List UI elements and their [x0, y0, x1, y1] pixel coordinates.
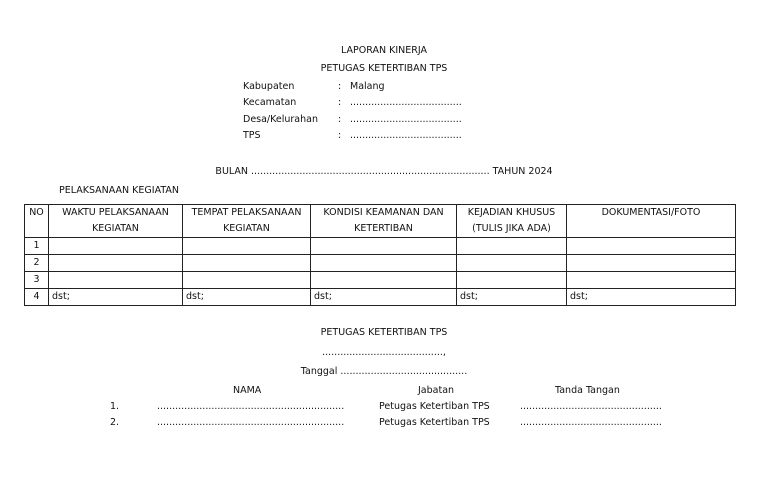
column-header-no: NO: [25, 205, 49, 238]
info-value: .....................................: [350, 130, 462, 141]
info-colon: :: [338, 81, 342, 92]
table-cell: [183, 255, 311, 272]
column-header-dokumentasi: DOKUMENTASI/FOTO: [567, 205, 736, 238]
column-header-tempat: TEMPAT PELAKSANAAN KEGIATAN: [183, 205, 311, 238]
period-line: BULAN ............................................................................... TAHUN 2024: [215, 166, 553, 177]
signature-header-name: NAMA: [233, 385, 262, 396]
table-cell: [311, 238, 457, 255]
column-header-kondisi: KONDISI KEAMANAN DAN KETERTIBAN: [311, 205, 457, 238]
table-cell: [183, 272, 311, 289]
table-cell: dst;: [457, 289, 567, 306]
report-title: LAPORAN KINERJA: [341, 45, 427, 56]
signature-date: Tanggal ..........................................: [300, 366, 468, 377]
signatory-sign: ...............................................: [520, 401, 662, 412]
table-cell: dst;: [567, 289, 736, 306]
info-label: Kecamatan: [243, 97, 297, 108]
signature-place: ........................................,: [322, 347, 446, 358]
table-cell: [311, 255, 457, 272]
activity-table: [24, 204, 736, 306]
report-subtitle: PETUGAS KETERTIBAN TPS: [320, 63, 448, 74]
table-cell: 2: [25, 255, 49, 272]
table-cell: 4: [25, 289, 49, 306]
table-header-row: [25, 205, 736, 238]
info-value: .....................................: [350, 97, 462, 108]
table-cell: dst;: [311, 289, 457, 306]
signatory-number: 2.: [110, 417, 120, 428]
info-label: Kabupaten: [243, 81, 295, 92]
info-value: .....................................: [350, 114, 462, 125]
signatory-position: Petugas Ketertiban TPS: [379, 401, 490, 412]
column-header-kejadian: KEJADIAN KHUSUS (TULIS JIKA ADA): [457, 205, 567, 238]
signature-title: PETUGAS KETERTIBAN TPS: [320, 327, 448, 338]
table-cell: [49, 238, 183, 255]
table-cell: [457, 272, 567, 289]
table-row: [25, 272, 736, 289]
table-cell: [457, 255, 567, 272]
table-cell: [49, 255, 183, 272]
signatory-number: 1.: [110, 401, 120, 412]
info-colon: :: [338, 97, 342, 108]
signature-header-sign: Tanda Tangan: [555, 385, 620, 396]
signatory-sign: ...............................................: [520, 417, 662, 428]
signatory-position: Petugas Ketertiban TPS: [379, 417, 490, 428]
info-label: Desa/Kelurahan: [243, 114, 318, 125]
info-label: TPS: [243, 130, 261, 141]
section-title: PELAKSANAAN KEGIATAN: [59, 185, 179, 196]
column-header-waktu: WAKTU PELAKSANAAN KEGIATAN: [49, 205, 183, 238]
table-cell: [567, 238, 736, 255]
info-colon: :: [338, 130, 342, 141]
signatory-name: ..............................................................: [157, 417, 345, 428]
table-row: [25, 289, 736, 306]
table-cell: dst;: [49, 289, 183, 306]
table-cell: 3: [25, 272, 49, 289]
info-value: Malang: [350, 81, 385, 92]
table-cell: [49, 272, 183, 289]
table-cell: 1: [25, 238, 49, 255]
table-row: [25, 238, 736, 255]
signatory-name: ..............................................................: [157, 401, 345, 412]
table-cell: dst;: [183, 289, 311, 306]
signature-header-position: Jabatan: [418, 385, 455, 396]
table-cell: [311, 272, 457, 289]
table-cell: [183, 238, 311, 255]
table-cell: [567, 272, 736, 289]
info-colon: :: [338, 114, 342, 125]
table-cell: [567, 255, 736, 272]
table-row: [25, 255, 736, 272]
table-cell: [457, 238, 567, 255]
